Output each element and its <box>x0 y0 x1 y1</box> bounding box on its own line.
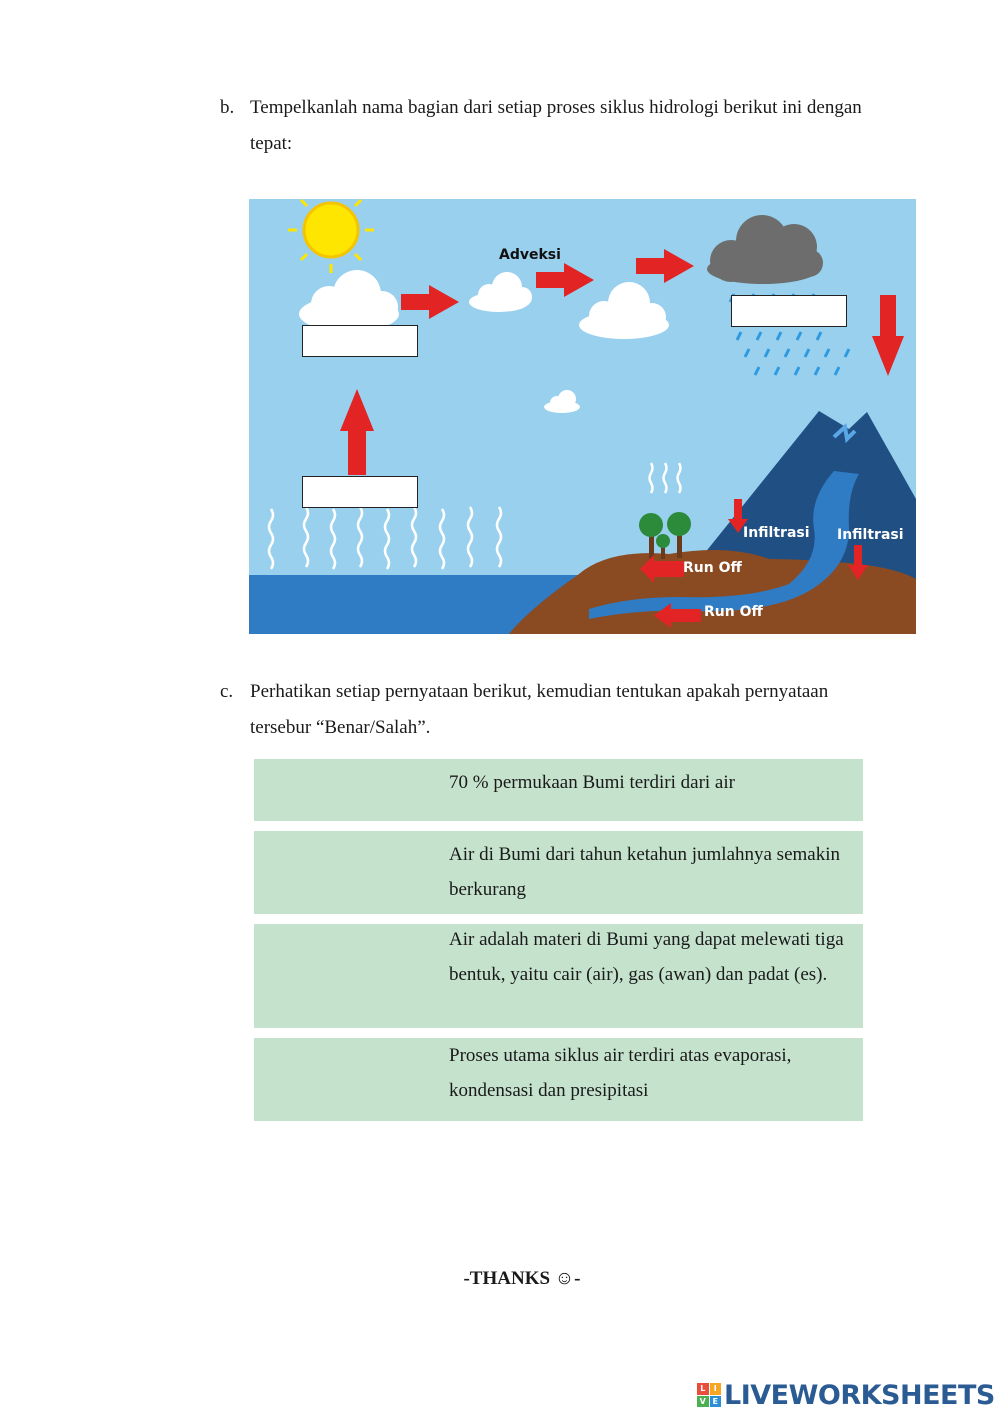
statement-text: Air di Bumi dari tahun ketahun jumlahnya semakin berkurang <box>449 844 841 900</box>
answer-dropzone[interactable] <box>254 831 439 914</box>
label-run-off-1: Run Off <box>683 560 742 576</box>
answer-dropzone[interactable] <box>254 1038 439 1121</box>
thanks-text: -THANKS ☺- <box>463 1268 581 1289</box>
label-adveksi: Adveksi <box>499 247 561 263</box>
diagram-illustration <box>249 199 916 634</box>
statement-row <box>254 924 863 1028</box>
drop-box-kondensasi[interactable] <box>302 325 418 357</box>
statement-text: 70 % permukaan Bumi terdiri dari air <box>449 772 735 793</box>
question-c <box>220 674 870 746</box>
hydrologic-cycle-diagram <box>249 199 916 634</box>
question-b-letter: b. <box>220 97 235 118</box>
statement-row <box>254 831 863 914</box>
label-run-off-2: Run Off <box>704 604 763 620</box>
label-infiltrasi-1: Infiltrasi <box>743 525 810 541</box>
question-c-text: Perhatikan setiap pernyataan berikut, kemudian tentukan apakah pernyataan tersebur “Benar/Salah”. <box>250 681 829 738</box>
answer-dropzone[interactable] <box>254 759 439 821</box>
question-c-letter: c. <box>220 681 234 702</box>
liveworksheets-logo <box>697 1378 995 1412</box>
statement-text: Proses utama siklus air terdiri atas evaporasi, kondensasi dan presipitasi <box>449 1045 792 1101</box>
statement-row <box>254 759 863 821</box>
label-infiltrasi-2: Infiltrasi <box>837 527 904 543</box>
answer-dropzone[interactable] <box>254 924 439 1028</box>
drop-box-presipitasi[interactable] <box>731 295 847 327</box>
statement-text: Air adalah materi di Bumi yang dapat melewati tiga bentuk, yaitu cair (air), gas (awan) dan padat (es). <box>449 929 844 985</box>
statement-row <box>254 1038 863 1121</box>
drop-box-evaporasi[interactable] <box>302 476 418 508</box>
liveworksheets-wordmark: LIVEWORKSHEETS <box>724 1379 995 1411</box>
question-b <box>220 90 870 162</box>
liveworksheets-icon: L I V E <box>697 1383 721 1407</box>
question-b-text: Tempelkanlah nama bagian dari setiap proses siklus hidrologi berikut ini dengan tepat: <box>250 97 862 154</box>
